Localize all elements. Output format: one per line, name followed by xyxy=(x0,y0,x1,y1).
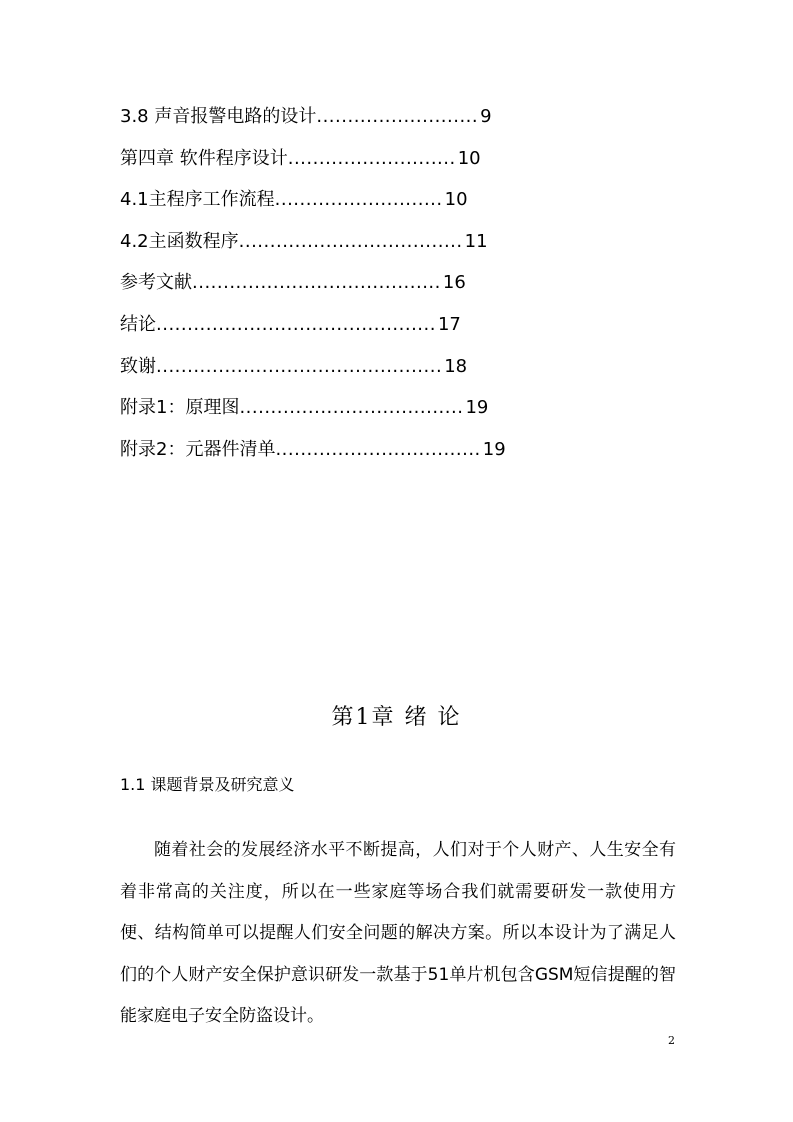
toc-entry-title: 附录2：元器件清单 xyxy=(120,438,276,460)
toc-entry[interactable] xyxy=(120,225,680,267)
toc-entry[interactable] xyxy=(120,391,680,433)
section-heading: 1.1 课题背景及研究意义 xyxy=(120,775,295,794)
toc-entry-title: 参考文献 xyxy=(120,272,192,294)
toc-leader-dots: .......................... xyxy=(316,106,479,127)
toc-page-number: 16 xyxy=(442,272,466,294)
body-paragraph: 随着社会的发展经济水平不断提高，人们对于个人财产、人生安全有着非常高的关注度，所以在一些家庭等场合我们就需要研发一款使用方便、结构简单可以提醒人们安全问题的解决方案。所以本设计为了满足人们的个人财产安全保护意识研发一款基于51单片机包含GSM短信提醒的智能家庭电子安全防盗设计。 xyxy=(120,840,676,1026)
toc-entry-title: 附录1：原理图 xyxy=(120,397,240,419)
toc-entry-title: 结论 xyxy=(120,313,156,335)
toc-page-number: 19 xyxy=(465,397,489,419)
toc-leader-dots: ............................................. xyxy=(156,313,436,335)
toc-page-number: 19 xyxy=(482,438,506,460)
toc-page-number: 10 xyxy=(457,147,481,169)
toc-entry[interactable] xyxy=(120,142,680,184)
toc-leader-dots: .................................... xyxy=(239,397,464,419)
toc-entry[interactable] xyxy=(120,350,680,392)
toc-page-number: 10 xyxy=(444,189,468,211)
toc-leader-dots: ................................. xyxy=(275,438,481,460)
toc-entry[interactable] xyxy=(120,183,680,225)
toc-leader-dots: ........................... xyxy=(287,147,456,169)
toc-entry-title: 4.1主程序工作流程 xyxy=(120,189,275,211)
toc-entry-title: 第四章 软件程序设计 xyxy=(120,147,288,169)
toc-entry[interactable] xyxy=(120,308,680,350)
toc-entry[interactable] xyxy=(120,100,680,142)
toc-entry-title: 3.8 声音报警电路的设计 xyxy=(120,106,317,127)
toc-entry[interactable] xyxy=(120,433,680,475)
table-of-contents xyxy=(120,100,680,474)
toc-leader-dots: ........................... xyxy=(274,189,443,211)
toc-entry-title: 致谢 xyxy=(120,355,156,377)
toc-entry-title: 4.2主函数程序 xyxy=(120,230,239,252)
chapter-title: 第1章 绪 论 xyxy=(331,705,462,730)
toc-entry[interactable] xyxy=(120,266,680,308)
toc-page-number: 9 xyxy=(480,106,492,127)
toc-leader-dots: .............................................. xyxy=(156,355,443,377)
toc-page-number: 18 xyxy=(444,355,468,377)
page-number: 2 xyxy=(668,1034,675,1047)
toc-page-number: 11 xyxy=(464,230,488,252)
toc-leader-dots: .................................... xyxy=(238,230,463,252)
toc-page-number: 17 xyxy=(437,313,461,335)
toc-leader-dots: ........................................ xyxy=(192,272,441,294)
